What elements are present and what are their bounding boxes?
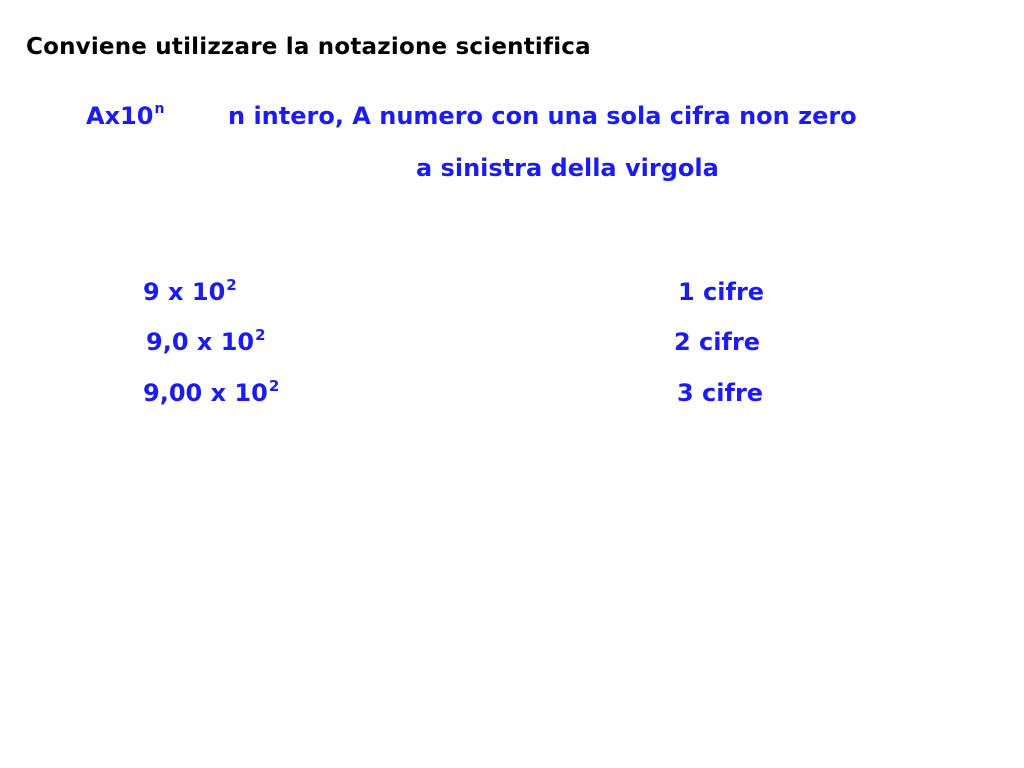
example-2-figures: 2 cifre (674, 328, 761, 356)
slide-title: Conviene utilizzare la notazione scientifica (26, 34, 591, 60)
example-1-value (143, 276, 237, 306)
example-2-exponent: 2 (255, 326, 266, 344)
example-3-mantissa: 9,00 x 10 (143, 379, 268, 407)
example-3-exponent: 2 (268, 377, 280, 395)
formula-condition: n intero, A numero con una sola cifra non zero (228, 102, 857, 130)
example-3-value (143, 377, 280, 407)
example-1-figures: 1 cifre (678, 278, 765, 306)
example-1-mantissa: 9 x 10 (143, 278, 226, 306)
example-2-value (146, 326, 266, 356)
example-2-mantissa: 9,0 x 10 (146, 328, 255, 356)
formula-base: Ax10 (86, 102, 154, 130)
formula-exponent: n (154, 101, 165, 117)
example-1-exponent: 2 (226, 276, 237, 294)
example-3-figures: 3 cifre (677, 379, 764, 407)
scientific-notation-formula (86, 101, 165, 130)
formula-condition-continued: a sinistra della virgola (416, 154, 719, 182)
